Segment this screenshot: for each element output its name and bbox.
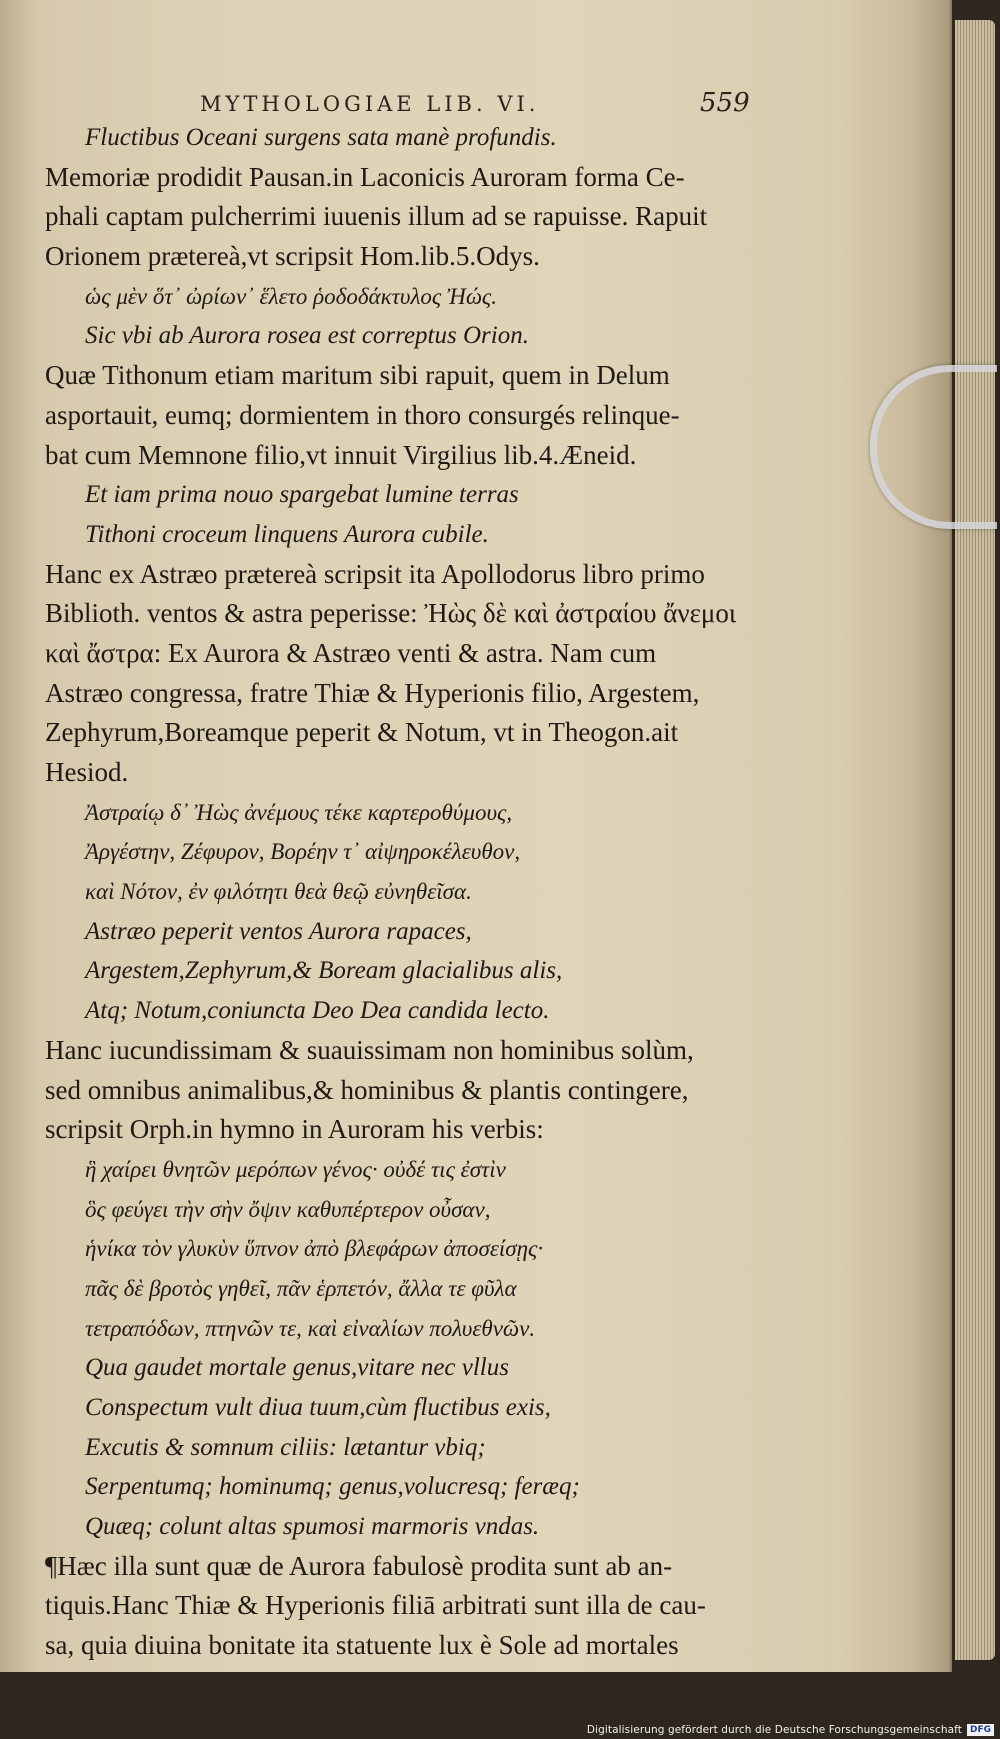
text-line: Biblioth. ventos & astra peperisse: Ἠὼς δὲ καὶ ἀστραίου ἄνεμοι — [45, 598, 737, 629]
verse-line: Excutis & somnum ciliis: lætantur vbiq; — [85, 1433, 486, 1461]
text-line: bat cum Memnone filio,vt innuit Virgilius lib.4.Æneid. — [45, 439, 637, 470]
greek-line: ἣ χαίρει θνητῶν μερόπων γένος· οὐδέ τις ἐστὶν — [85, 1156, 506, 1182]
text-line: scripsit Orph.in hymno in Auroram his verbis: — [45, 1114, 544, 1145]
text-line: ¶Hæc illa sunt quæ de Aurora fabulosè prodita sunt ab an- — [45, 1550, 673, 1581]
text-line: Orionem prætereà,vt scripsit Hom.lib.5.Odys. — [45, 241, 540, 272]
text-line: sa, quia diuina bonitate ita statuente lux è Sole ad mortales — [45, 1630, 679, 1661]
greek-line: τετραπόδων, πτηνῶν τε, καὶ εἰναλίων πολυεθνῶν. — [85, 1315, 536, 1341]
verse-line: Astræo peperit ventos Aurora rapaces, — [85, 917, 472, 945]
verse-line: Et iam prima nouo spargebat lumine terras — [85, 481, 519, 509]
text-line: Astræo congressa, fratre Thiæ & Hyperionis filio, Argestem, — [45, 677, 700, 708]
verse-line: Sic vbi ab Aurora rosea est correptus Orion. — [85, 322, 529, 350]
greek-line: ἡνίκα τὸν γλυκὺν ὕπνον ἀπὸ βλεφάρων ἀποσείσῃς· — [85, 1236, 544, 1262]
text-block — [45, 118, 745, 1666]
dfg-logo: DFG — [967, 1724, 994, 1736]
verse-line: Argestem,Zephyrum,& Boream glacialibus alis, — [85, 957, 563, 985]
text-line: phali captam pulcherrimi iuuenis illum ad se rapuisse. Rapuit — [45, 201, 708, 232]
greek-line: ὡς μὲν ὅτ᾽ ὠρίων᾽ ἕλετο ῥοδοδάκτυλος Ἠώς. — [85, 283, 497, 309]
funding-credit: Digitalisierung gefördert durch die Deutsche Forschungsgemeinschaft — [586, 1724, 962, 1736]
text-line: Zephyrum,Boreamque peperit & Notum, vt in Theogon.ait — [45, 717, 679, 748]
text-line: καὶ ἄστρα: Ex Aurora & Astræo venti & astra. Nam cum — [45, 637, 657, 668]
text-line: Hesiod. — [45, 757, 129, 787]
text-line: asportauit, eumq; dormientem in thoro consurgés relinque- — [45, 399, 680, 430]
greek-line: Ἀστραίῳ δ᾽ Ἠὼς ἀνέμους τέκε καρτεροθύμους, — [85, 799, 513, 825]
page-edges — [955, 20, 995, 1660]
verse-line: Quæq; colunt altas spumosi marmoris vndas. — [85, 1513, 540, 1541]
greek-line: πᾶς δὲ βροτὸς γηθεῖ, πᾶν ἑρπετόν, ἄλλα τε φῦλα — [85, 1275, 517, 1301]
greek-line: καὶ Νότον, ἐν φιλότητι θεὰ θεῷ εὐνηθεῖσα. — [85, 879, 472, 905]
page-number: 559 — [700, 88, 750, 118]
verse-line: Conspectum vult diua tuum,cùm fluctibus exis, — [85, 1394, 551, 1421]
text-line: tiquis.Hanc Thiæ & Hyperionis filiā arbitrati sunt illa de cau- — [45, 1590, 706, 1621]
verse-line: Qua gaudet mortale genus,vitare nec vllus — [85, 1354, 509, 1382]
running-head: MYTHOLOGIAE LIB. VI. — [200, 92, 540, 116]
text-line: Memoriæ prodidit Pausan.in Laconicis Auroram forma Ce- — [45, 161, 685, 192]
greek-line: ὃς φεύγει τὴν σὴν ὄψιν καθυπέρτερον οὖσαν, — [85, 1196, 491, 1222]
verse-line: Serpentumq; hominumq; genus,volucresq; feræq; — [85, 1473, 580, 1501]
verse-line: Atq; Notum,coniuncta Deo Dea candida lecto. — [85, 997, 550, 1025]
text-line: sed omnibus animalibus,& hominibus & plantis contingere, — [45, 1074, 689, 1105]
text-line: Fluctibus Oceani surgens sata manè profundis. — [85, 124, 557, 151]
text-line: Quæ Tithonum etiam maritum sibi rapuit, quem in Delum — [45, 360, 670, 391]
verse-line: Tithoni croceum linquens Aurora cubile. — [85, 520, 489, 548]
greek-line: Ἀργέστην, Ζέφυρον, Βορέην τ᾽ αἰψηροκέλευθον, — [85, 839, 521, 865]
text-line: Hanc iucundissimam & suauissimam non hominibus solùm, — [45, 1034, 694, 1065]
text-line: Hanc ex Astræo prætereà scripsit ita Apollodorus libro primo — [45, 558, 705, 589]
